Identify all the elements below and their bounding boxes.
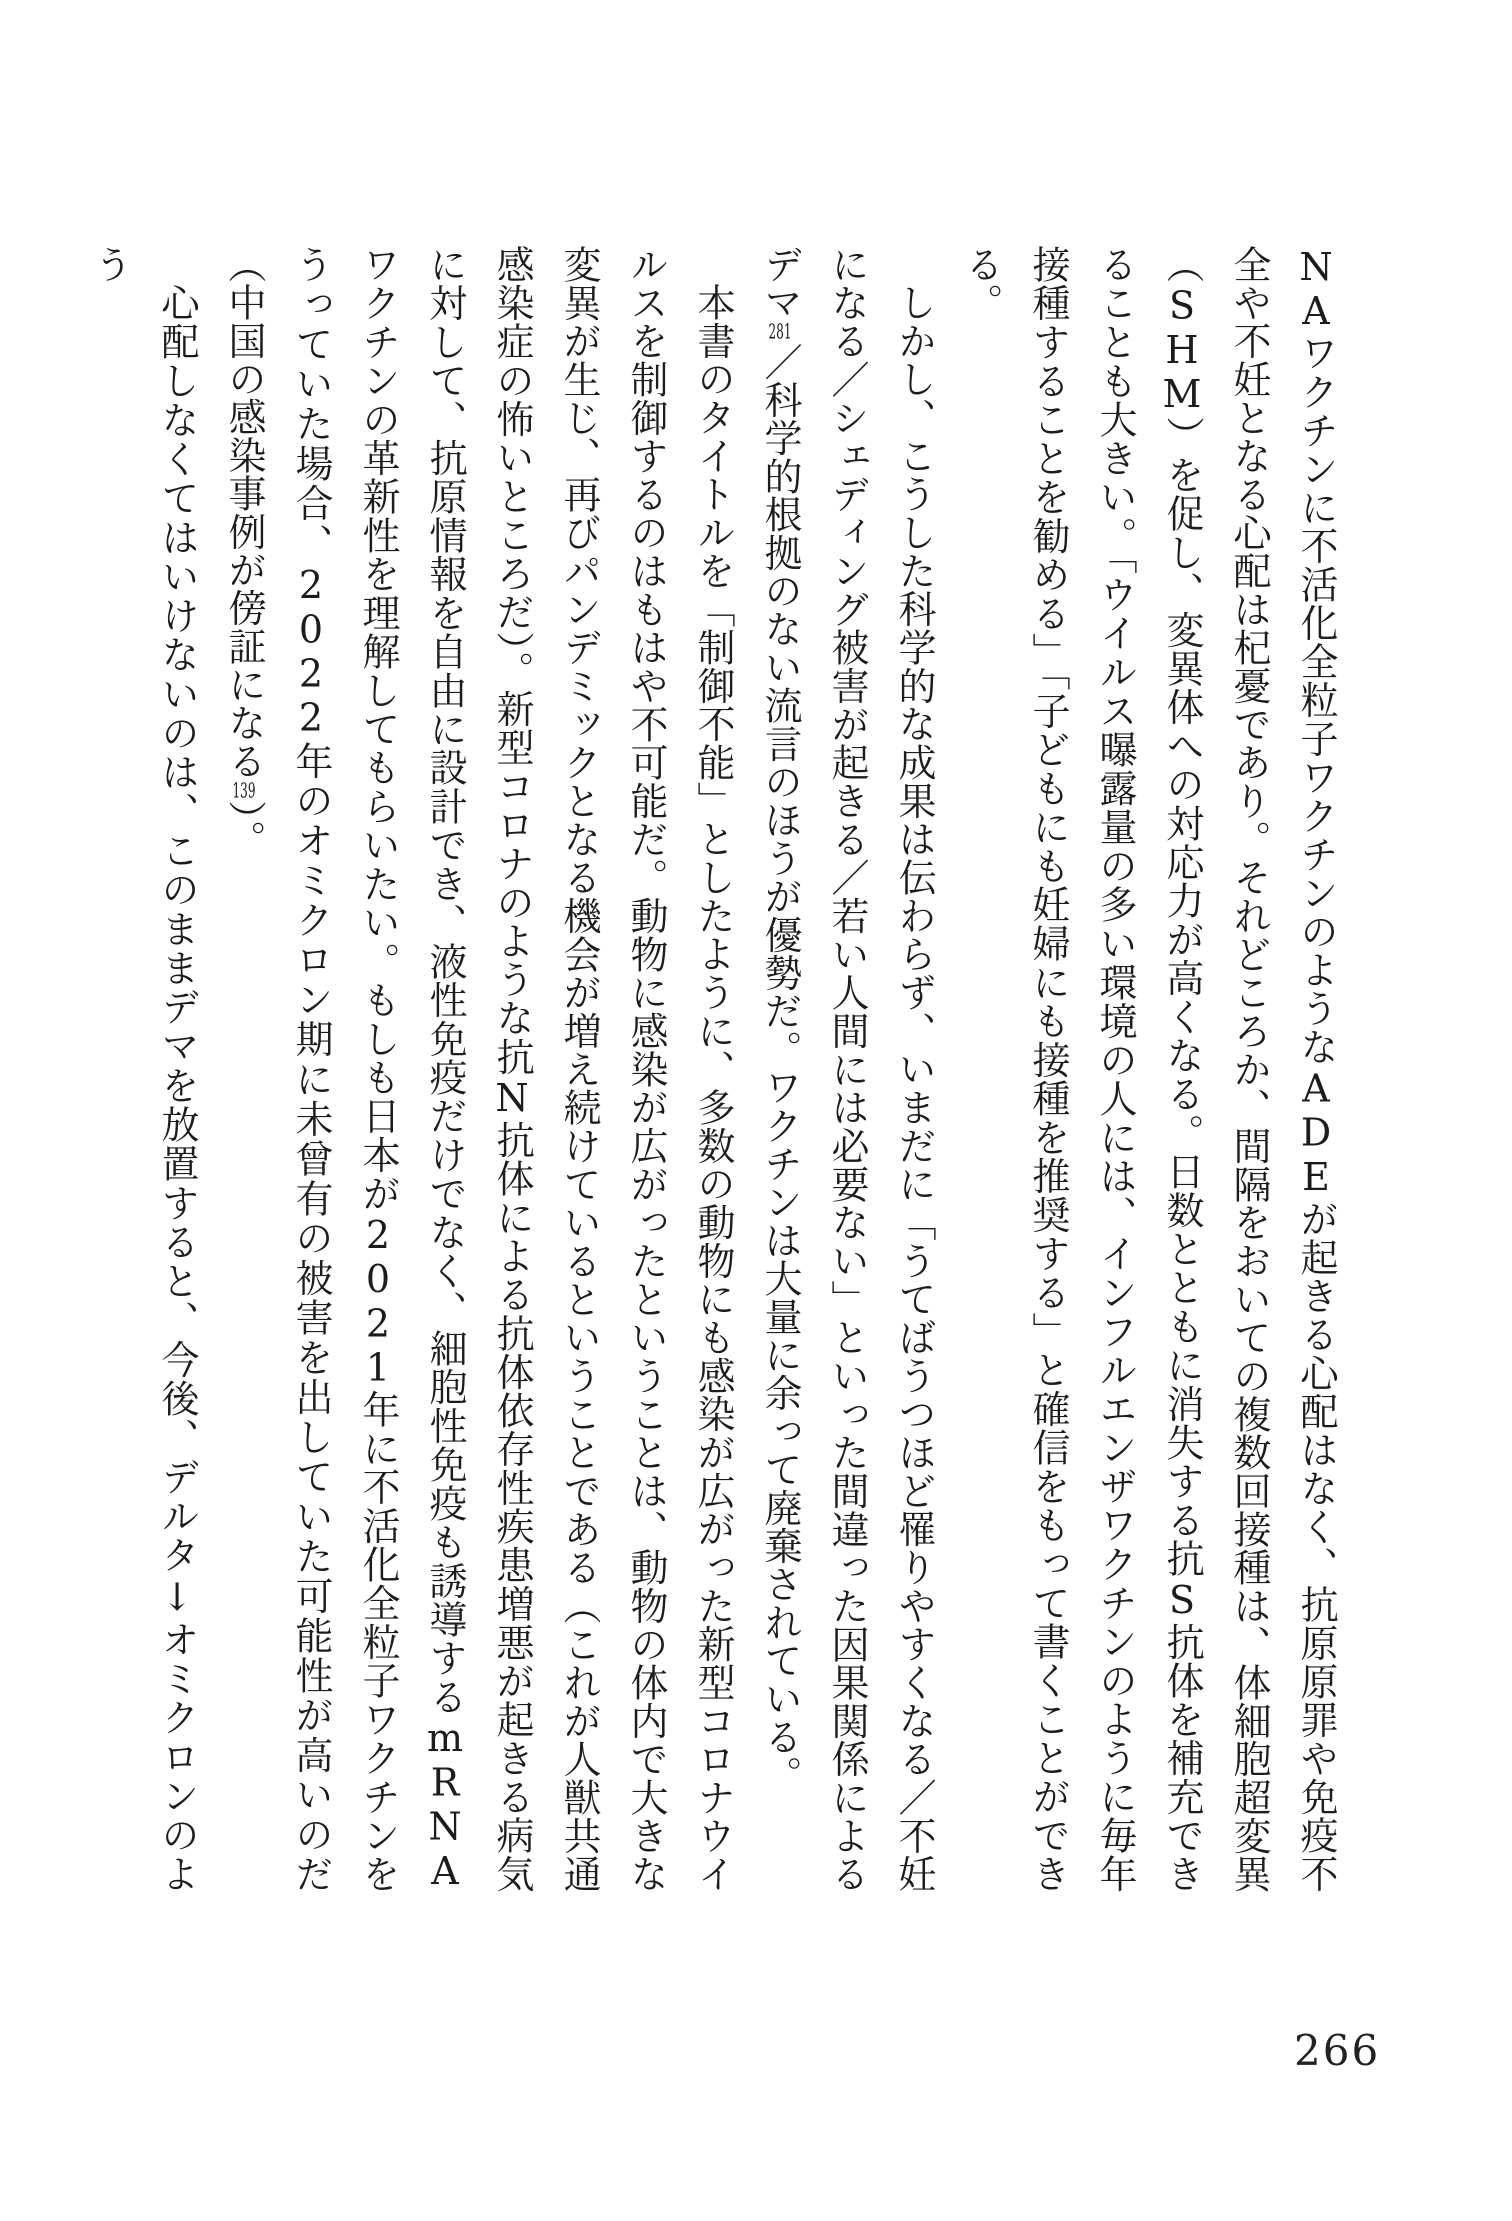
text-run: ）。: [222, 800, 266, 859]
page-number: 266: [1294, 2026, 1381, 2075]
paragraph: [947, 245, 1349, 1893]
paragraph: [76, 245, 210, 1893]
text-run: しかし、こうした科学的な成果は伝わらず、いまだに「うてばうつほど罹りやすくなる／不妊になる／シェディング被害が起きる／若い人間には必要ない」といった間違った因果関係によるデマ: [758, 245, 936, 1893]
paragraph: [210, 245, 746, 1893]
text-run: 本書のタイトルを「制御不能」としたように、多数の動物にも感染が広がった新型コロナウイルスを制御するのはもはや不可能だ。動物に感染が広がったということは、動物の体内で大きな変異が生じ、再びパンデミックとなる機会が増え続けているということである（これが人獣共通感染症の怖いところだ）。新型コロナのような抗N抗体による抗体依存性疾患増悪が起きる病気に対して、抗原情報を自由に設計でき、液性免疫だけでなく、細胞性免疫も誘導するmRNAワクチンの革新性を理解してもらいたい。もしも日本が2021年に不活化全粒子ワクチンをうっていた場合、2022年のオミクロン期に未曾有の被害を出していた可能性が高いのだ（中国の感染事例が傍証になる: [222, 245, 735, 1893]
paragraph: [746, 245, 947, 1893]
page-text-block: [88, 245, 1349, 1893]
text-run: NAワクチンに不活化全粒子ワクチンのようなADEが起きる心配はなく、抗原原罪や免疫不全や不妊となる心配は杞憂であり。それどころか、間隔をおいての複数回接種は、体細胞超変異（SHM）を促し、変異体への対応力が高くなる。日数とともに消失する抗S抗体を補充できることも大きい。「ウイルス曝露量の多い環境の人には、インフルエンザワクチンのように毎年接種することを勧める」「子どもにも妊婦にも接種を推奨する」と確信をもって書くことができる。: [959, 245, 1338, 1893]
footnote-ref: 139: [232, 779, 256, 801]
footnote-ref: 281: [768, 321, 792, 343]
text-run: ／科学的根拠のない流言のほうが優勢だ。ワクチンは大量に余って廃棄されている。: [758, 342, 802, 1794]
text-run: 心配しなくてはいけないのは、このままデマを放置すると、今後、デルタ↓オミクロンのよう: [88, 245, 199, 1893]
